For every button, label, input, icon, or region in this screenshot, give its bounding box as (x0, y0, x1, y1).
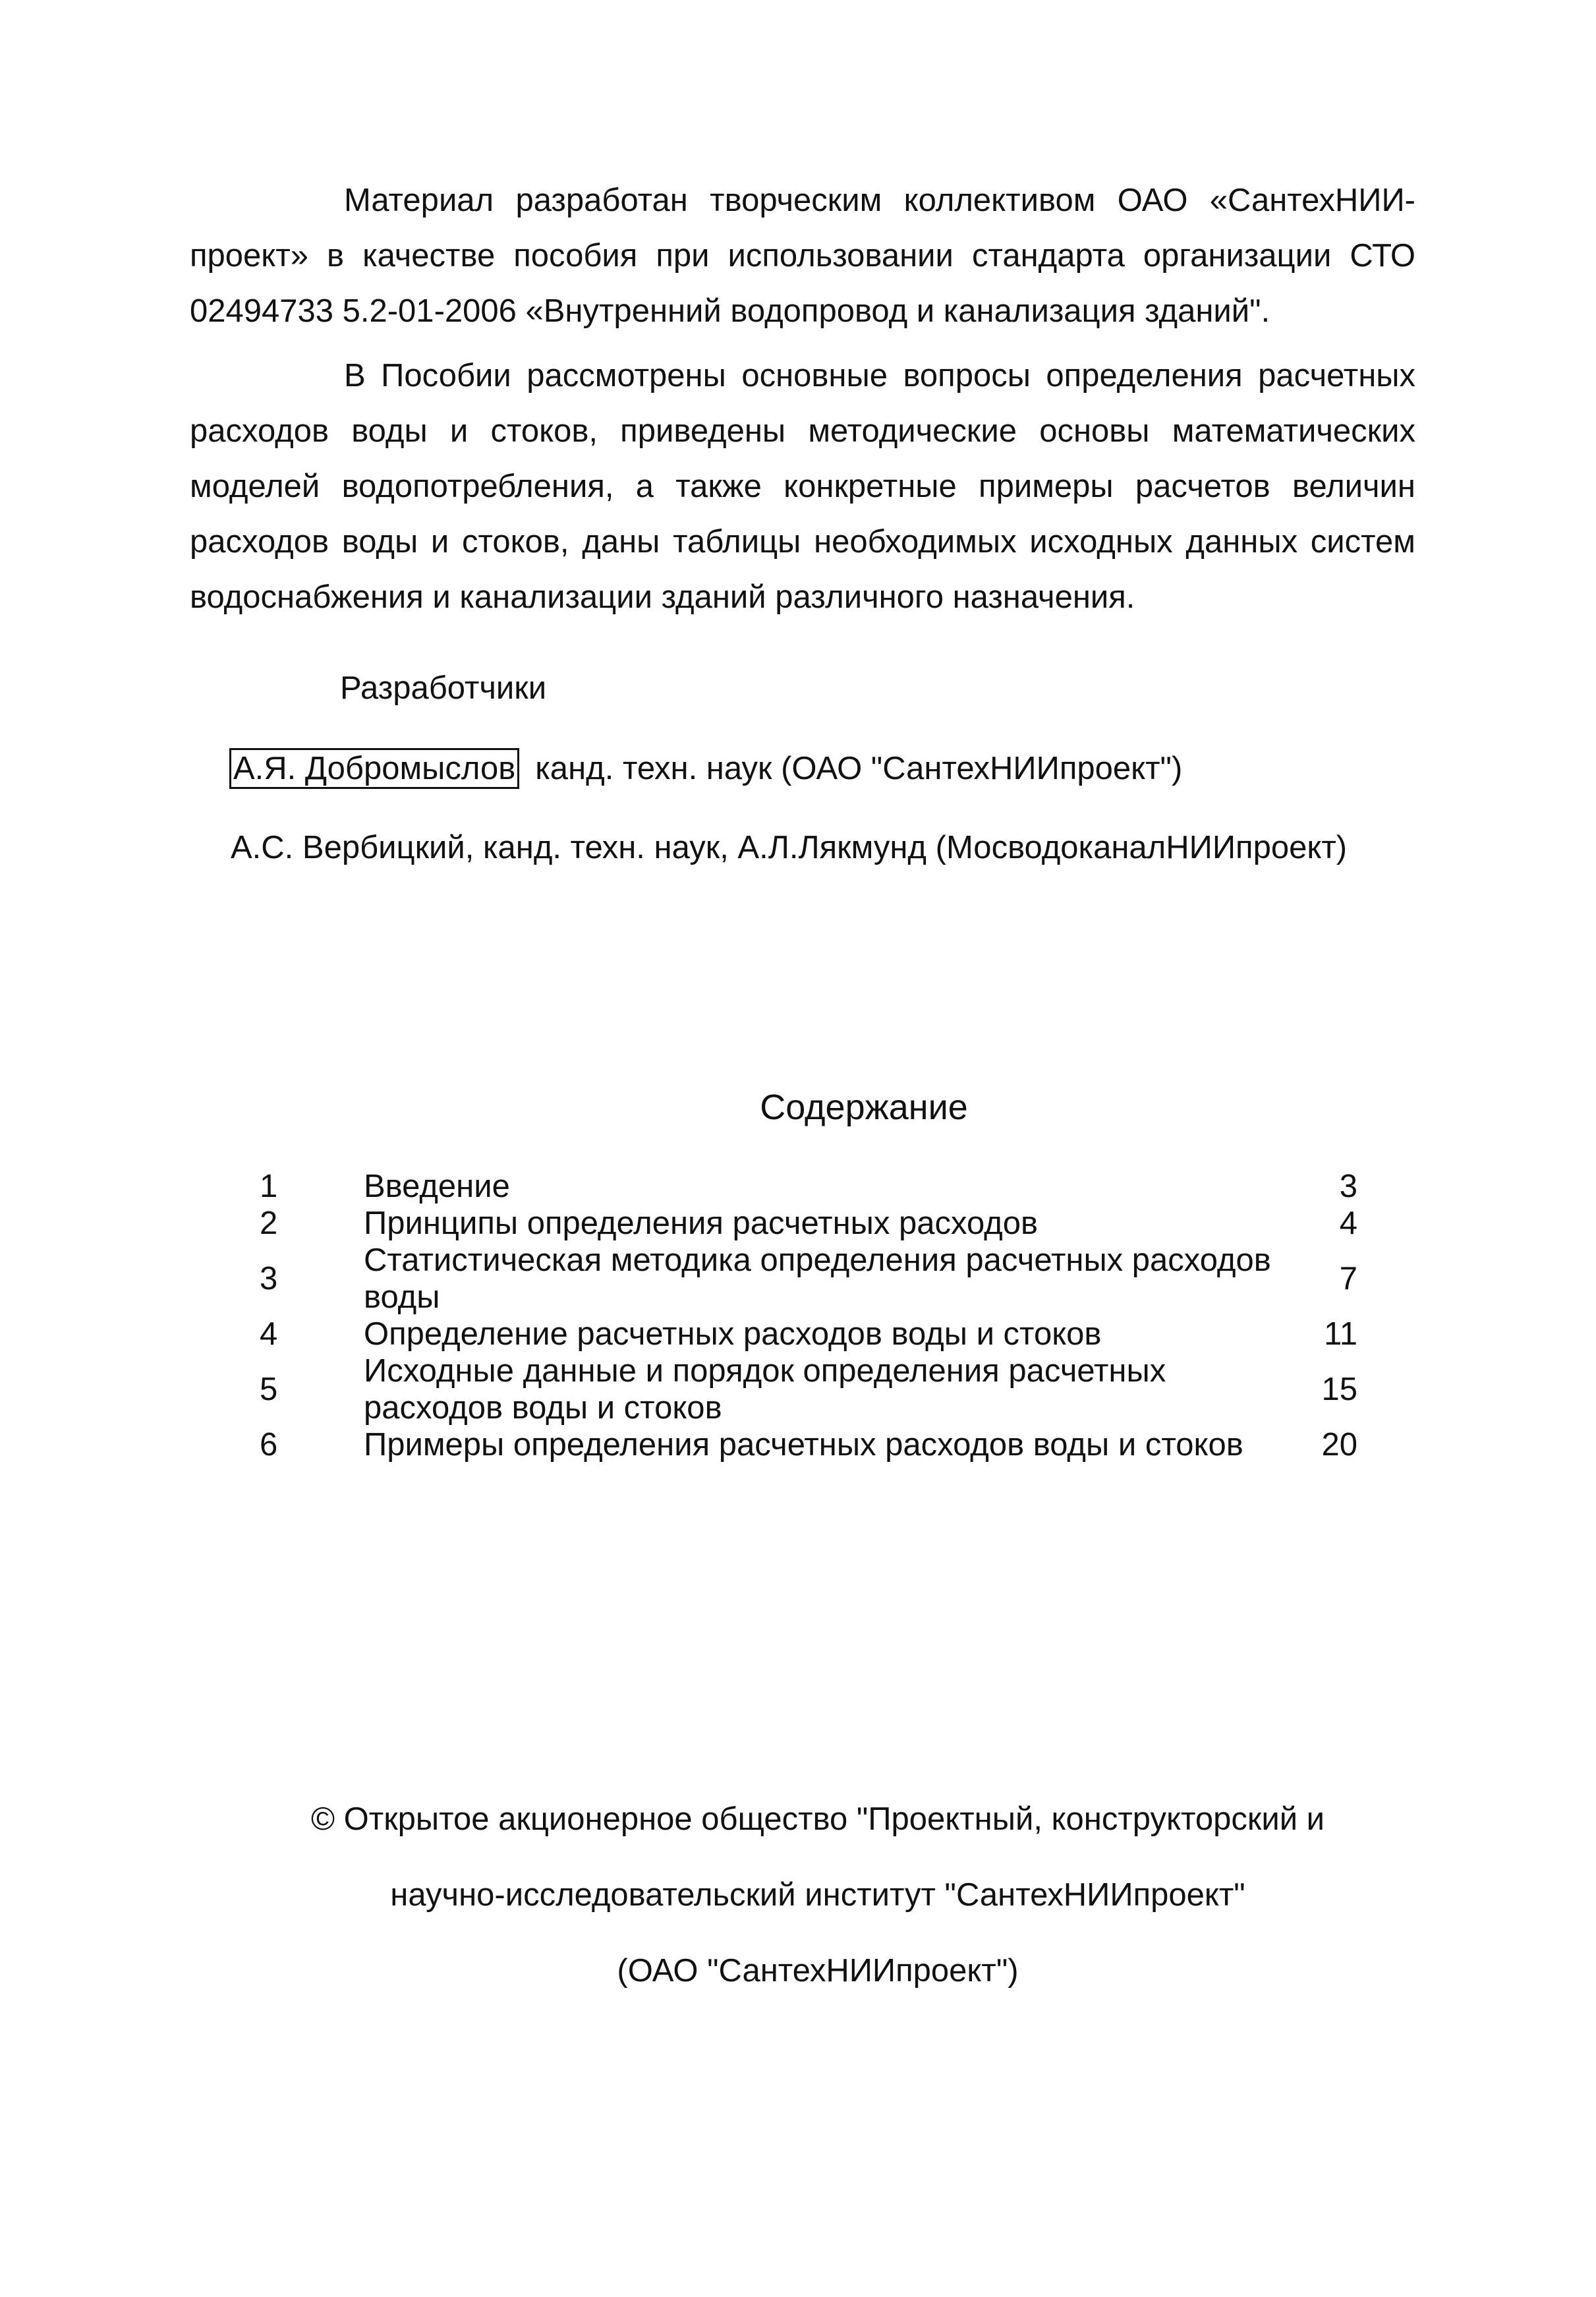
contents-item-number: 6 (260, 1427, 278, 1463)
author-1-line (229, 748, 1182, 789)
contents-item-page: 11 (1324, 1316, 1357, 1352)
contents-item-number: 2 (260, 1206, 278, 1241)
author-2-line: А.С. Вербицкий, канд. техн. наук, А.Л.Лякмунд (МосводоканалНИИпроект) (231, 830, 1348, 865)
author-1-details: канд. техн. наук (ОАО "СантехНИИпроект") (535, 751, 1183, 786)
contents-row (244, 1242, 1377, 1316)
contents-item-title: Примеры определения расчетных расходов воды и стоков (364, 1427, 1243, 1463)
contents-item-number: 4 (260, 1316, 278, 1352)
contents-row (244, 1316, 1377, 1352)
contents-title: Содержание (760, 1088, 968, 1127)
contents-item-number: 1 (260, 1169, 278, 1204)
contents-item-title: Определение расчетных расходов воды и стоков (364, 1316, 1102, 1352)
author-1-name: А.Я. Добромыслов (229, 748, 519, 789)
contents-item-title: Введение (364, 1169, 510, 1204)
developers-heading: Разработчики (340, 670, 547, 706)
contents-item-page: 4 (1339, 1206, 1357, 1241)
contents-item-title: Статистическая методика определения расчетных расходов воды (364, 1242, 1271, 1315)
contents-item-page: 15 (1321, 1372, 1357, 1407)
contents-item-number: 5 (260, 1372, 278, 1407)
contents-item-title: Принципы определения расчетных расходов (364, 1206, 1038, 1241)
copyright-line-1: © Открытое акционерное общество "Проектный, конструкторский и (310, 1801, 1325, 1837)
contents-item-page: 20 (1321, 1427, 1357, 1463)
contents-item-number: 3 (260, 1261, 278, 1296)
contents-item-page: 3 (1339, 1169, 1357, 1204)
contents-item-title: Исходные данные и порядок определения расчетных расходов воды и стоков (364, 1353, 1166, 1426)
contents-row (244, 1426, 1377, 1463)
contents-row (244, 1205, 1377, 1242)
intro-paragraph-1: Материал разработан творческим коллективом ОАО «СантехНИИ-проект» в качестве пособия при использовании стандарта организации СТО 02494733 5.2-01-2006 «Внутренний водопровод и канализация зданий". (190, 183, 1415, 329)
contents-table (244, 1168, 1377, 1463)
contents-row (244, 1352, 1377, 1426)
contents-item-page: 7 (1339, 1261, 1357, 1296)
intro-paragraph-2: В Пособии рассмотрены основные вопросы определения расчетных расходов воды и стоков, приведены методические основы математических моделей водопотребления, а также конкретные примеры расчетов величин расходов воды и стоков, даны таблицы необходимых исходных данных систем водоснабжения и канализации зданий различного назначения. (190, 358, 1415, 615)
copyright-line-3: (ОАО "СантехНИИпроект") (617, 1953, 1019, 1989)
copyright-line-2: научно-исследовательский институт "СантехНИИпроект" (390, 1877, 1245, 1913)
contents-row (244, 1168, 1377, 1205)
